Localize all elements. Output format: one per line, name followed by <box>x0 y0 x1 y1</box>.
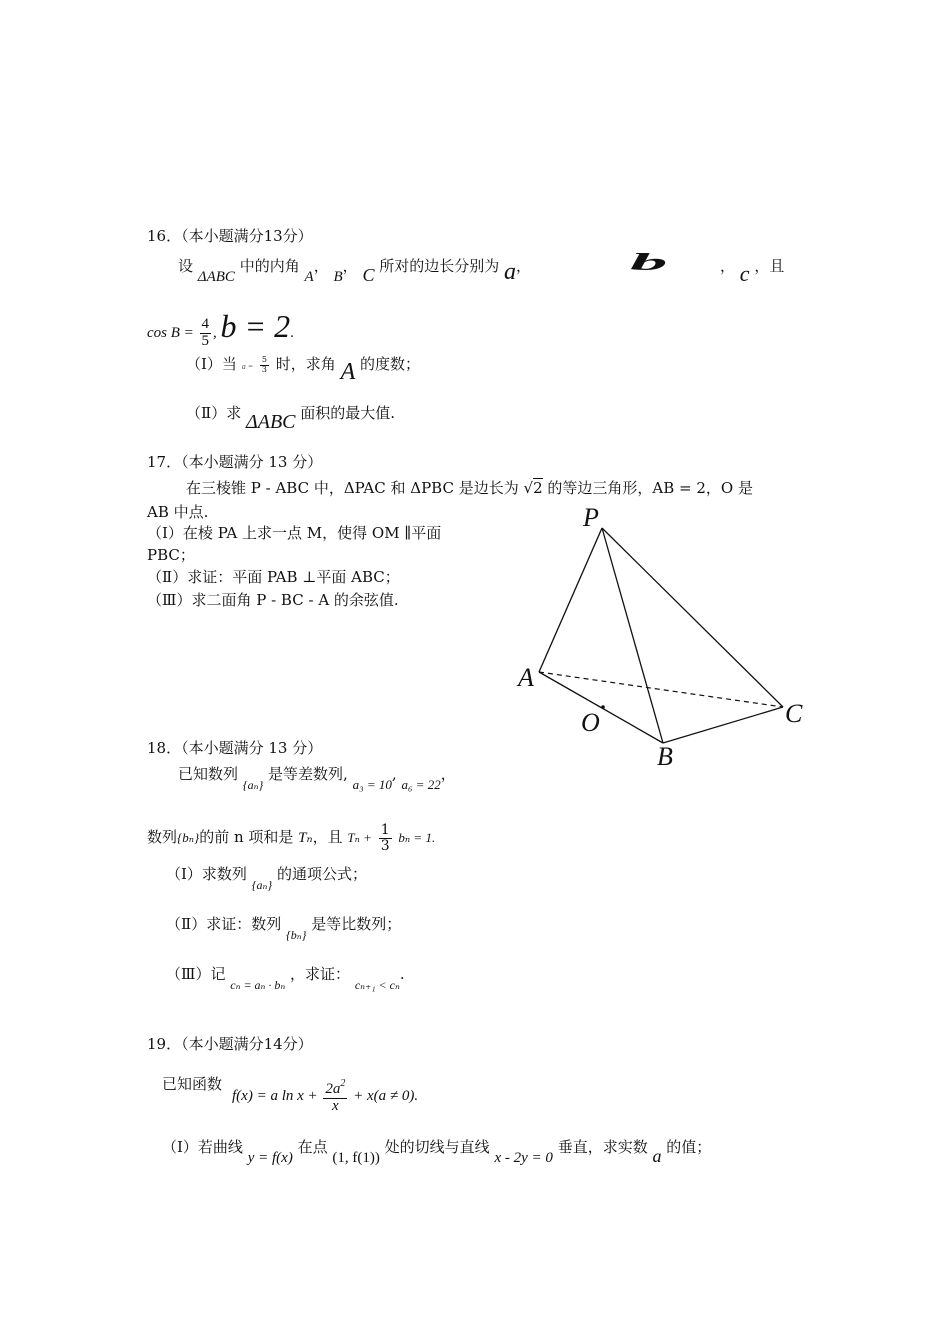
frac-1-3: $\frac{1}{3}$ <box>380 821 390 854</box>
q18-part1: （Ⅰ）求数列 $_{\{a_n\}}$ 的通项公式； <box>166 865 367 892</box>
q16-line1: 设 ΔABC 中的内角 A， B， C 所对的边长分别为 a， <box>178 257 532 285</box>
q19-part1: （Ⅰ）若曲线 y = f(x) 在点 (1, f(1)) 处的切线与直线 x - 2y = 0 垂直，求实数 a 的值； <box>162 1138 712 1166</box>
q17-line2: AB 中点. <box>147 503 209 521</box>
edge-PA <box>539 528 602 672</box>
q18-part2: （Ⅱ）求证：数列 $_{\{b_n\}}$ 是等比数列； <box>166 915 402 942</box>
tetrahedron-figure <box>505 500 825 775</box>
q19-function: f(x) = a ln x + $\frac{2a^2}{x}$ + x(a ≠ 0). <box>232 1077 419 1114</box>
q16-cosB: cos B = $\frac{4}{5}$ , b = 2. <box>147 308 294 350</box>
frac-5-3: $\frac{5}{3}$ <box>261 355 267 374</box>
edge-BC <box>663 707 783 743</box>
q18-line2: 数列{bₙ}的前 n 项和是 Tₙ，且 Tₙ + $\frac{1}{3}$ bₙ = 1. <box>147 821 436 854</box>
q17-part1a: （Ⅰ）在棱 PA 上求一点 M，使得 OM ∥平面 <box>147 524 442 542</box>
q18-line1: 已知数列 $_{\{a_n\}}$ 是等差数列, a₃ = 10, a₆ = 22， <box>178 765 456 792</box>
edge-AB <box>539 672 663 743</box>
q16-b-glyph: b <box>630 249 668 276</box>
frac-2a2-x: $\frac{2a^2}{x}$ <box>325 1077 346 1114</box>
edge-PB <box>602 528 663 743</box>
label-P: P <box>583 503 599 532</box>
point-O <box>601 705 605 709</box>
q16-header: 16．（本小题满分13分） <box>147 227 313 245</box>
q17-part3: （Ⅲ）求二面角 P - BC - A 的余弦值. <box>147 591 399 609</box>
q19-line1: 已知函数 <box>162 1075 223 1093</box>
label-B: B <box>657 742 673 771</box>
frac-4-5: $\frac{4}{5}$ <box>201 316 210 350</box>
q18-part3: （Ⅲ）记 $_{c_n = a_n \cdot b_n}$ ，求证： $_{c_{n+1} < c_n}$. <box>166 965 405 992</box>
edge-PC <box>602 528 783 707</box>
q16-part1: （Ⅰ）当 a = $\frac{5}{3}$ 时，求角 A 的度数； <box>186 355 421 385</box>
q18-header: 18．（本小题满分 13 分） <box>147 739 323 757</box>
sqrt-symbol: √2 <box>523 479 543 497</box>
edge-AC-hidden <box>539 672 783 707</box>
q17-line1: 在三棱锥 P - ABC 中，ΔPAC 和 ΔPBC 是边长为 √2 的等边三角形，AB = 2，O 是 <box>186 479 753 497</box>
q17-part2: （Ⅱ）求证：平面 PAB ⊥平面 ABC； <box>147 568 400 586</box>
q17-part1b: PBC； <box>147 546 195 564</box>
q16-line1-end: ， c ，且 <box>720 257 785 286</box>
q16-part2: （Ⅱ）求 ΔABC 面积的最大值. <box>186 404 396 433</box>
label-A: A <box>518 663 534 692</box>
q19-header: 19．（本小题满分14分） <box>147 1035 313 1053</box>
label-O: O <box>581 708 600 737</box>
label-C: C <box>785 699 803 728</box>
q17-header: 17．（本小题满分 13 分） <box>147 453 323 471</box>
